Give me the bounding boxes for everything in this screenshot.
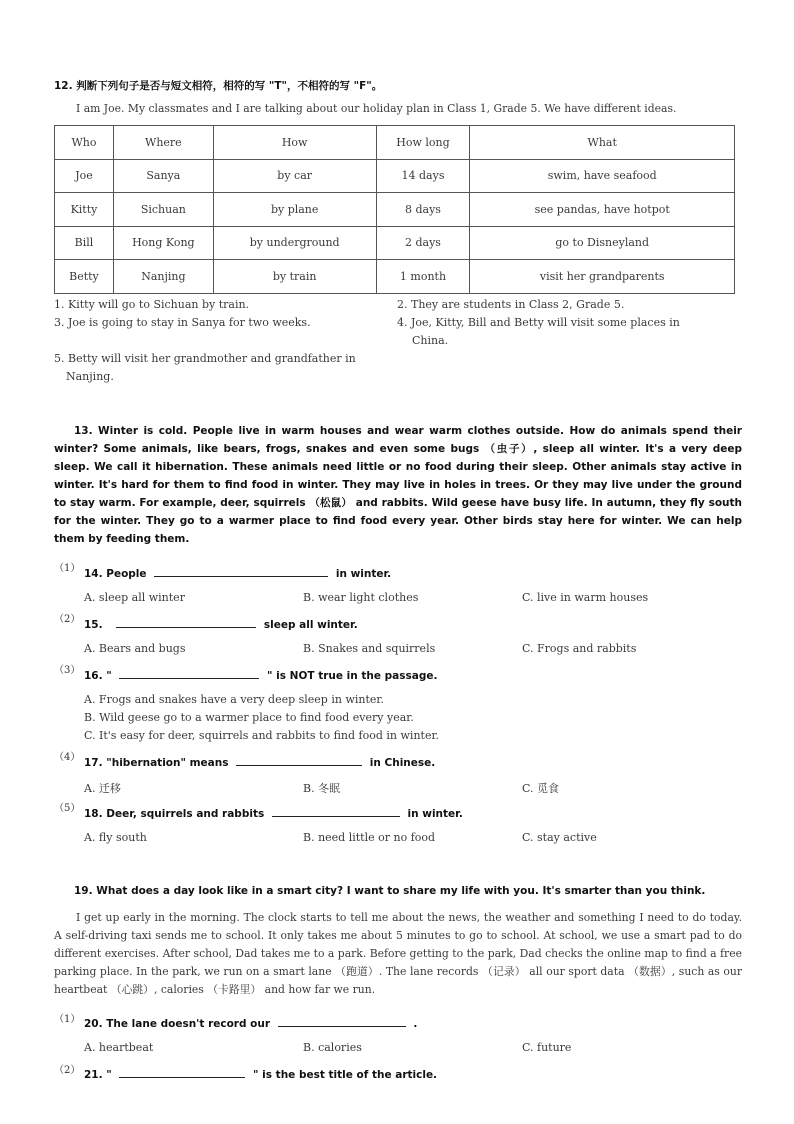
q12-intro: I am Joe. My classmates and I are talking about our holiday plan in Class 1, Grade 5. We have different ideas. bbox=[76, 102, 677, 115]
q14-stem bbox=[84, 566, 391, 580]
q15-option-c[interactable]: C. Frogs and rabbits bbox=[522, 642, 637, 655]
table-row bbox=[55, 159, 735, 193]
table-cell: see pandas, have hotpot bbox=[470, 193, 735, 227]
q15-answer-blank[interactable] bbox=[116, 617, 256, 628]
q20-option-c[interactable]: C. future bbox=[522, 1041, 572, 1054]
table-cell: Sichuan bbox=[113, 193, 213, 227]
q21-mark: （2） bbox=[54, 1065, 81, 1076]
table-header-cell: Where bbox=[113, 126, 213, 160]
table-row bbox=[55, 260, 735, 294]
q15-stem-pre: 15. bbox=[84, 619, 103, 631]
holiday-plan-table bbox=[54, 125, 735, 294]
q16-stem-pre: 16. " bbox=[84, 670, 112, 682]
q18-stem bbox=[84, 806, 463, 820]
table-header-cell: Who bbox=[55, 126, 114, 160]
table-cell: by train bbox=[213, 260, 376, 294]
q20-answer-blank[interactable] bbox=[278, 1016, 406, 1027]
table-cell: Kitty bbox=[55, 193, 114, 227]
q18-mark: （5） bbox=[54, 803, 81, 814]
q14-stem-post: in winter. bbox=[335, 568, 392, 580]
q20-mark: （1） bbox=[54, 1014, 81, 1025]
q17-stem-post: in Chinese. bbox=[369, 757, 436, 769]
statement-4-cont: China. bbox=[412, 334, 449, 347]
table-row bbox=[55, 193, 735, 227]
statement-2: 2. They are students in Class 2, Grade 5. bbox=[397, 298, 625, 311]
q17-answer-blank[interactable] bbox=[236, 755, 362, 766]
q20-option-b[interactable]: B. calories bbox=[303, 1041, 362, 1054]
q20-stem-pre: 20. The lane doesn't record our bbox=[84, 1018, 271, 1030]
q21-answer-blank[interactable] bbox=[119, 1067, 245, 1078]
q17-mark: （4） bbox=[54, 752, 81, 763]
q19-passage: I get up early in the morning. The clock starts to tell me about the news, the weather and something I need to do today. A self-driving taxi sends me to school. It only takes me about 5 minutes to go to school. At school, we use a smart pad to do different exercises. After school, Dad takes me to a park. Before getting to the park, Dad checks the online map to find a free parking place. In the park, we run on a smart lane （跑道）. The lane records （记录） all our sport data （数据）, such as our heartbeat （心跳）, calories （卡路里） and how far we run. bbox=[54, 911, 742, 996]
q18-option-a[interactable]: A. fly south bbox=[84, 831, 147, 844]
table-cell: visit her grandparents bbox=[470, 260, 735, 294]
table-cell: Nanjing bbox=[113, 260, 213, 294]
table-cell: 14 days bbox=[376, 159, 470, 193]
q16-option-a[interactable]: A. Frogs and snakes have a very deep sleep in winter. bbox=[84, 693, 384, 706]
q16-stem-post: " is NOT true in the passage. bbox=[267, 670, 438, 682]
q16-answer-blank[interactable] bbox=[119, 668, 259, 679]
q18-stem-pre: 18. Deer, squirrels and rabbits bbox=[84, 808, 265, 820]
statement-5: 5. Betty will visit her grandmother and grandfather in bbox=[54, 352, 356, 365]
statement-5-cont: Nanjing. bbox=[66, 370, 114, 383]
table-header-cell: How long bbox=[376, 126, 470, 160]
q16-option-b[interactable]: B. Wild geese go to a warmer place to find food every year. bbox=[84, 711, 414, 724]
q20-option-a[interactable]: A. heartbeat bbox=[84, 1041, 154, 1054]
q18-option-c[interactable]: C. stay active bbox=[522, 831, 597, 844]
q20-stem bbox=[84, 1016, 417, 1030]
q15-stem-post: sleep all winter. bbox=[263, 619, 358, 631]
table-cell: 1 month bbox=[376, 260, 470, 294]
q16-stem bbox=[84, 668, 437, 682]
q14-option-a[interactable]: A. sleep all winter bbox=[84, 591, 185, 604]
q15-mark: （2） bbox=[54, 614, 81, 625]
q15-option-a[interactable]: A. Bears and bugs bbox=[84, 642, 186, 655]
q21-stem-pre: 21. " bbox=[84, 1069, 112, 1081]
table-cell: Sanya bbox=[113, 159, 213, 193]
q14-option-c[interactable]: C. live in warm houses bbox=[522, 591, 649, 604]
q14-option-b[interactable]: B. wear light clothes bbox=[303, 591, 419, 604]
q15-option-b[interactable]: B. Snakes and squirrels bbox=[303, 642, 436, 655]
q17-stem-pre: 17. "hibernation" means bbox=[84, 757, 229, 769]
q17-option-a[interactable]: A. 迁移 bbox=[84, 782, 121, 795]
table-cell: swim, have seafood bbox=[470, 159, 735, 193]
table-header-row bbox=[55, 126, 735, 160]
table-cell: 2 days bbox=[376, 226, 470, 260]
q21-stem-post: " is the best title of the article. bbox=[253, 1069, 438, 1081]
q14-answer-blank[interactable] bbox=[154, 566, 328, 577]
q17-stem bbox=[84, 755, 435, 769]
table-row bbox=[55, 226, 735, 260]
q20-stem-post: . bbox=[413, 1018, 418, 1030]
table-cell: Hong Kong bbox=[113, 226, 213, 260]
q14-mark: （1） bbox=[54, 563, 81, 574]
table-header-cell: What bbox=[470, 126, 735, 160]
q12-instruction: 12. 判断下列句子是否与短文相符，相符的写 "T"，不相符的写 "F"。 bbox=[54, 80, 383, 92]
statement-1: 1. Kitty will go to Sichuan by train. bbox=[54, 298, 250, 311]
table-cell: Bill bbox=[55, 226, 114, 260]
q15-stem bbox=[84, 617, 358, 631]
q17-option-c[interactable]: C. 觅食 bbox=[522, 782, 560, 795]
q17-option-b[interactable]: B. 冬眠 bbox=[303, 782, 341, 795]
table-cell: Betty bbox=[55, 260, 114, 294]
table-cell: 8 days bbox=[376, 193, 470, 227]
q18-option-b[interactable]: B. need little or no food bbox=[303, 831, 436, 844]
statement-4: 4. Joe, Kitty, Bill and Betty will visit some places in bbox=[397, 316, 680, 329]
table-cell: go to Disneyland bbox=[470, 226, 735, 260]
table-header-cell: How bbox=[213, 126, 376, 160]
q18-stem-post: in winter. bbox=[407, 808, 463, 820]
table-cell: by car bbox=[213, 159, 376, 193]
q16-option-c[interactable]: C. It's easy for deer, squirrels and rabbits to find food in winter. bbox=[84, 729, 440, 742]
q21-stem bbox=[84, 1067, 437, 1081]
q14-stem-pre: 14. People bbox=[84, 568, 147, 580]
table-cell: by underground bbox=[213, 226, 376, 260]
q18-answer-blank[interactable] bbox=[272, 806, 400, 817]
q16-mark: （3） bbox=[54, 665, 81, 676]
table-cell: by plane bbox=[213, 193, 376, 227]
q13-passage: 13. Winter is cold. People live in warm houses and wear warm clothes outside. How do animals spend their winter? Some animals, like bears, frogs, snakes and even some bugs （虫子）, sleep all winter. It's a very deep sleep. We call it hibernation. These animals need little or no food during their sleep. Other animals stay active in winter. It's hard for them to find food in winter. They may live in holes in trees. Or they may live under the ground to stay warm. For example, deer, squirrels （松鼠） and rabbits. Wild geese have busy life. In autumn, they fly south for the winter. They go to a warmer place to find food every year. Other birds stay here for winter. We can help them by feeding them. bbox=[54, 425, 742, 545]
table-cell: Joe bbox=[55, 159, 114, 193]
statement-3: 3. Joe is going to stay in Sanya for two weeks. bbox=[54, 316, 311, 329]
q19-title: 19. What does a day look like in a smart city? I want to share my life with you. It's smarter than you think. bbox=[74, 885, 706, 897]
